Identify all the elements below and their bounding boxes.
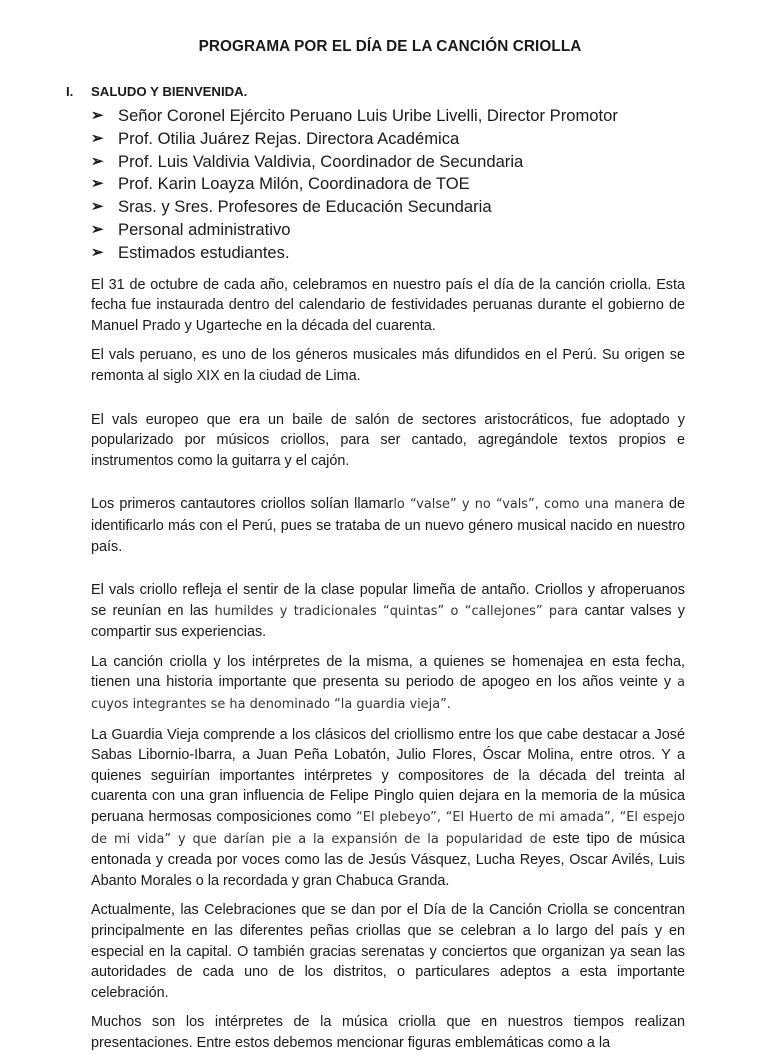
paragraph-text: de identificarlo más con el Perú, pues se trataba de un nuevo género musical nacido en nuestro país. (91, 496, 685, 555)
arrow-bullet-icon: ➢ (91, 198, 104, 216)
list-item (91, 128, 685, 151)
paragraph-text-alt: “El plebeyo”, “El Huerto de mi amada”, “El espejo de mi vida” y que darían pie a la expansión de la popularidad de (91, 810, 685, 847)
paragraph-vals-europeo: El vals europeo que era un baile de salón de sectores aristocráticos, fue adoptado y popularizado por músicos criollos, para ser cantado, agregándole textos propios e instrumentos como la guitarra y el cajón. (91, 411, 685, 469)
paragraph-text: La canción criolla y los intérpretes de la misma, a quienes se homenajea en esta fecha, tienen una historia importante que presenta su periodo de apogeo en los años veinte y (91, 653, 685, 691)
arrow-bullet-icon: ➢ (91, 152, 104, 170)
arrow-bullet-icon: ➢ (91, 129, 104, 147)
section-heading-text: SALUDO Y BIENVENIDA. (91, 84, 248, 99)
list-item-text: Estimados estudiantes. (118, 242, 290, 262)
paragraph-vals-peruano: El vals peruano, es uno de los géneros musicales más difundidos en el Perú. Su origen se remonta al siglo XIX en la ciudad de Lima. (91, 347, 685, 384)
greeting-list (91, 105, 685, 265)
list-item (91, 173, 685, 196)
arrow-bullet-icon: ➢ (91, 175, 104, 193)
paragraph-text-alt: lo “valse” y no “vals”, como una manera (393, 497, 664, 513)
list-item (91, 196, 685, 219)
list-item-text: Prof. Otilia Juárez Rejas. Directora Académica (118, 128, 460, 148)
arrow-bullet-icon: ➢ (91, 107, 104, 124)
document-title: PROGRAMA POR EL DÍA DE LA CANCIÓN CRIOLLA (198, 38, 582, 55)
section-number: I. (66, 84, 74, 99)
list-item (91, 219, 685, 242)
list-item-text: Prof. Karin Loayza Milón, Coordinadora de TOE (118, 174, 470, 194)
paragraph-text-alt: humildes y tradicionales “quintas” o “callejones” para (214, 603, 579, 619)
list-item-text: Señor Coronel Ejército Peruano Luis Uribe Livelli, Director Promotor (118, 106, 618, 125)
paragraph-text: este tipo de música entonada y creada por voces como las de Jesús Vásquez, Lucha Reyes, Oscar Avilés, Luis Abanto Morales o la recordada y gran Chabuca Granda. (91, 830, 685, 889)
paragraph-cantautores (91, 494, 685, 557)
paragraph-cancion-criolla (91, 652, 685, 716)
list-item-text: Sras. y Sres. Profesores de Educación Secundaria (118, 197, 492, 217)
paragraph-text: cantar valses y compartir sus experiencias. (91, 602, 685, 641)
paragraph-celebraciones: Actualmente, las Celebraciones que se dan por el Día de la Canción Criolla se concentran principalmente en las diferentes peñas criollas que se celebran a lo largo del país y en especial en la capital. O también gracias serenatas y conciertos que organizan ya sean las autoridades de cada uno de los distritos, o particulares adeptos a esta importante celebración. (91, 902, 685, 1001)
paragraph-interpretes: Muchos son los intérpretes de la música criolla que en nuestros tiempos realizan presentaciones. Entre estos debemos mencionar figuras emblemáticas como a la (91, 1014, 685, 1051)
paragraph-vals-criollo (91, 580, 685, 643)
paragraph-guardia-vieja (91, 725, 685, 892)
list-item (91, 151, 685, 174)
list-item (91, 242, 685, 265)
paragraph-text-alt: a cuyos integrantes se ha denominado “la guardia vieja”. (91, 675, 685, 713)
paragraph-text: La Guardia Vieja comprende a los clásicos del criollismo entre los que cabe destacar a José Sabas Libornio-Ibarra, a Juan Peña Lobatón, Julio Flores, Óscar Molina, entre otros. Y a quienes seguirían importantes intérpretes y compositores de la década del treinta al cuarenta con una gran influencia de Felipe Pinglo quien dejara en la memoria de la música peruana hermosas composiciones como (91, 726, 685, 826)
paragraph-origin-date: El 31 de octubre de cada año, celebramos en nuestro país el día de la canción criolla. Esta fecha fue instaurada dentro del calendario de festividades peruanas durante el gobierno de Manuel Prado y Ugarteche en la década del cuarenta. (91, 276, 685, 334)
list-item (91, 105, 685, 128)
list-item-text: Prof. Luis Valdivia Valdivia, Coordinador de Secundaria (118, 151, 524, 171)
arrow-bullet-icon: ➢ (91, 243, 104, 261)
list-item-text: Personal administrativo (118, 219, 291, 239)
paragraph-text: El vals criollo refleja el sentir de la clase popular limeña de antaño. Criollos y afroperuanos se reunían en las (91, 582, 685, 619)
arrow-bullet-icon: ➢ (91, 220, 104, 238)
section-heading (66, 84, 685, 99)
paragraph-text: Los primeros cantautores criollos solían llamar (91, 496, 394, 513)
